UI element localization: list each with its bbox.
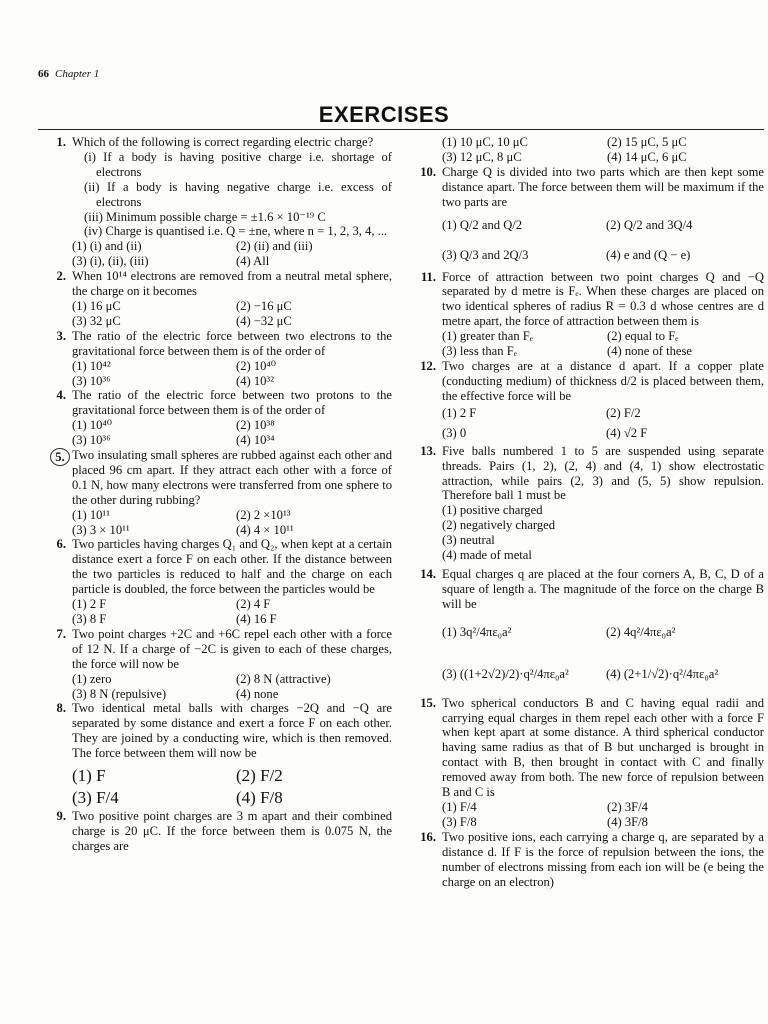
question-number: 4. <box>56 388 66 403</box>
option: (3) (i), (ii), (iii) <box>72 254 149 269</box>
statement: (iii) Minimum possible charge = ±1.6 × 10⁻¹⁹ C <box>84 209 326 224</box>
question-4 <box>42 388 392 448</box>
question-stem: When 10¹⁴ electrons are removed from a neutral metal sphere, the charge on it becomes <box>72 269 392 299</box>
options <box>442 210 764 270</box>
question-stem: Two point charges +2C and +6C repel each other with a force of 12 N. If a charge of −2C is given to each of these charges, the force will now be <box>72 626 392 671</box>
question-10 <box>412 165 764 270</box>
option: (2) negatively charged <box>442 518 556 533</box>
question-number: 12. <box>420 358 436 373</box>
question-number: 16. <box>420 829 436 844</box>
question-9-options <box>412 135 764 165</box>
option: (4) made of metal <box>442 548 532 563</box>
options <box>72 418 392 448</box>
right-column <box>412 135 764 889</box>
statement: (i) If a body is having positive charge i.e. shortage of electrons <box>84 149 392 179</box>
chapter-label: Chapter 1 <box>55 68 100 80</box>
question-stem: Two positive point charges are 3 m apart and their combined charge is 20 μC. If the force between them is 0.075 N, the charges are <box>72 809 392 853</box>
option: (2) 15 μC, 5 μC <box>607 135 687 149</box>
question-stem: Two insulating small spheres are rubbed against each other and placed 96 cm apart. If they attract each other with a force of 0.1 N, how many electrons were transferred from one sphere to the other during rubbing? <box>72 448 392 507</box>
question-stem: Equal charges q are placed at the four corners A, B, C, D of a square of length a. The magnitude of the force on the charge B will be <box>442 566 764 611</box>
option: (4) (2+1/√2)·q²/4πε₀a² <box>606 666 719 681</box>
option: (2) F/2 <box>236 766 283 786</box>
option: (1) F/4 <box>442 800 477 814</box>
option: (3) ((1+2√2)/2)·q²/4πε₀a² <box>442 666 569 681</box>
question-2 <box>42 269 392 329</box>
page-title: EXERCISES <box>318 102 450 127</box>
statement: (iv) Charge is quantised i.e. Q = ±ne, where n = 1, 2, 3, 4, ... <box>84 224 388 239</box>
option: (2) −16 μC <box>236 298 292 313</box>
option: (4) All <box>236 254 270 269</box>
option: (3) 10³⁶ <box>72 433 111 448</box>
option: (1) Q/2 and Q/2 <box>442 217 523 232</box>
option: (4) e and (Q − e) <box>606 247 691 262</box>
question-3 <box>42 329 392 389</box>
question-number <box>42 448 66 466</box>
question-number: 8. <box>56 701 66 716</box>
circled-question-number: 5. <box>50 448 70 466</box>
page-number: 66 <box>38 68 49 80</box>
option: (3) 12 μC, 8 μC <box>442 149 522 164</box>
question-number: 7. <box>56 626 66 641</box>
option: (3) Q/3 and 2Q/3 <box>442 247 529 262</box>
option: (1) 3q²/4πε₀a² <box>442 624 512 639</box>
question-14 <box>412 567 764 696</box>
option: (1) 10¹¹ <box>72 507 110 522</box>
question-number: 15. <box>420 695 436 710</box>
option: (1) (i) and (ii) <box>72 239 142 254</box>
options <box>442 800 764 830</box>
option: (2) 4q²/4πε₀a² <box>606 624 676 639</box>
question-stem: Which of the following is correct regarding electric charge? <box>72 135 374 149</box>
question-9 <box>42 809 392 854</box>
question-8 <box>42 701 392 809</box>
question-15 <box>412 696 764 830</box>
question-7 <box>42 627 392 702</box>
options <box>72 508 392 538</box>
option: (2) (ii) and (iii) <box>236 239 313 254</box>
page-header <box>38 68 99 80</box>
option: (2) F/2 <box>606 405 641 420</box>
options <box>442 612 764 696</box>
option: (1) greater than Fₑ <box>442 329 533 344</box>
question-11 <box>412 270 764 359</box>
option: (3) F/8 <box>442 814 477 829</box>
question-stem: Two identical metal balls with charges −2Q and −Q are separated by some distance and exert a force F on each other. They are joined by a conducting wire, which is then removed. The force between them will now be <box>72 701 392 761</box>
option: (3) 8 N (repulsive) <box>72 686 167 701</box>
option: (4) 10³² <box>236 373 274 388</box>
option: (2) 10³⁸ <box>236 418 275 433</box>
option: (4) √2 F <box>606 425 648 440</box>
question-number: 9. <box>56 809 66 824</box>
option: (4) none <box>236 686 279 701</box>
option: (4) 4 × 10¹¹ <box>236 522 294 537</box>
question-number: 14. <box>420 566 436 581</box>
question-stem: Two charges are at a distance d apart. If a copper plate (conducting medium) of thickness d/2 is placed between them, the effective force will be <box>442 358 764 403</box>
question-stem: The ratio of the electric force between two electrons to the gravitational force between them is of the order of <box>72 328 392 358</box>
question-stem: Charge Q is divided into two parts which are then kept some distance apart. The force between them will be maximum if the two parts are <box>442 164 764 209</box>
options <box>72 672 392 702</box>
option: (4) 16 F <box>236 612 277 626</box>
option: (2) equal to Fₑ <box>607 329 679 344</box>
option: (2) Q/2 and 3Q/4 <box>606 217 693 232</box>
statement: (ii) If a body is having negative charge i.e. excess of electrons <box>84 179 392 209</box>
option: (1) 10⁴² <box>72 358 111 373</box>
question-number: 3. <box>56 328 66 343</box>
option: (3) 0 <box>442 425 467 440</box>
question-stem: Two particles having charges Q₁ and Q₂, when kept at a certain distance exert a force F on each other. If the distance between the two particles is reduced to half and the charge on each particle is doubled, the force between the particles would be <box>72 537 392 597</box>
options <box>442 135 764 165</box>
question-stem: The ratio of the electric force between two protons to the gravitational force between them is of the order of <box>72 388 392 418</box>
options <box>72 597 392 627</box>
question-stem: Five balls numbered 1 to 5 are suspended using separate threads. Pairs (1, 2), (2, 4) and (4, 1) show electrostatic attraction, while pairs (2, 3) and (5, 5) show repulsion. Therefore ball 1 must be <box>442 443 764 503</box>
question-number: 1. <box>56 135 66 149</box>
question-stem: Two spherical conductors B and C having equal radii and carrying equal charges in them repel each other with a force F when kept apart at some distance. A third spherical conductor having same radius as that of B but uncharged is brought in contact with B, then brought in contact with C and finally removed away from both. The new force of repulsion between B and C is <box>442 695 764 800</box>
question-12 <box>412 359 764 444</box>
option: (1) 2 F <box>72 597 107 612</box>
option: (3) 3 × 10¹¹ <box>72 522 130 537</box>
option: (3) neutral <box>442 533 495 548</box>
question-number: 2. <box>56 269 66 284</box>
question-6 <box>42 537 392 626</box>
options <box>72 239 392 269</box>
option: (1) 10⁴⁰ <box>72 418 112 433</box>
option: (4) −32 μC <box>236 313 292 328</box>
title-rule <box>38 129 764 130</box>
option: (4) 14 μC, 6 μC <box>607 149 687 164</box>
option: (2) 10⁴⁰ <box>236 358 276 373</box>
option: (4) none of these <box>607 344 692 359</box>
question-stem: Force of attraction between two point charges Q and −Q separated by d metre is Fₑ. When these charges are placed on two identical spheres of radius R = 0.3 d whose centres are d metre apart, the force of attraction between them is <box>442 269 764 329</box>
option: (3) 10³⁶ <box>72 373 111 388</box>
option: (3) F/4 <box>72 788 119 808</box>
left-column <box>42 135 392 854</box>
question-1 <box>42 135 392 269</box>
question-stem: Two positive ions, each carrying a charge q, are separated by a distance d. If F is the force of repulsion between the ions, the number of electrons missing from each ion will be (e being the charge on an electron) <box>442 829 764 889</box>
option: (2) 4 F <box>236 597 271 612</box>
options <box>442 404 764 444</box>
option: (2) 8 N (attractive) <box>236 671 331 686</box>
question-16 <box>412 830 764 890</box>
options <box>72 299 392 329</box>
option: (1) 10 μC, 10 μC <box>442 135 528 149</box>
question-number: 11. <box>420 269 436 284</box>
question-13 <box>412 444 764 563</box>
option: (1) zero <box>72 671 112 686</box>
option: (2) 3F/4 <box>607 800 648 814</box>
option: (1) 16 μC <box>72 298 121 313</box>
option: (4) F/8 <box>236 788 283 808</box>
options <box>72 765 392 809</box>
options <box>72 359 392 389</box>
option: (2) 2 ×10¹³ <box>236 507 291 522</box>
question-5 <box>42 448 392 537</box>
option: (4) 3F/8 <box>607 814 648 829</box>
question-number: 13. <box>420 443 436 458</box>
options <box>442 329 764 359</box>
question-number: 6. <box>56 537 66 552</box>
option: (1) F <box>72 766 106 786</box>
option: (1) positive charged <box>442 503 543 518</box>
option: (3) less than Fₑ <box>442 344 517 359</box>
option: (3) 8 F <box>72 612 107 626</box>
question-number: 10. <box>420 164 436 179</box>
option: (4) 10³⁴ <box>236 433 275 448</box>
option: (1) 2 F <box>442 405 477 420</box>
option: (3) 32 μC <box>72 313 121 328</box>
